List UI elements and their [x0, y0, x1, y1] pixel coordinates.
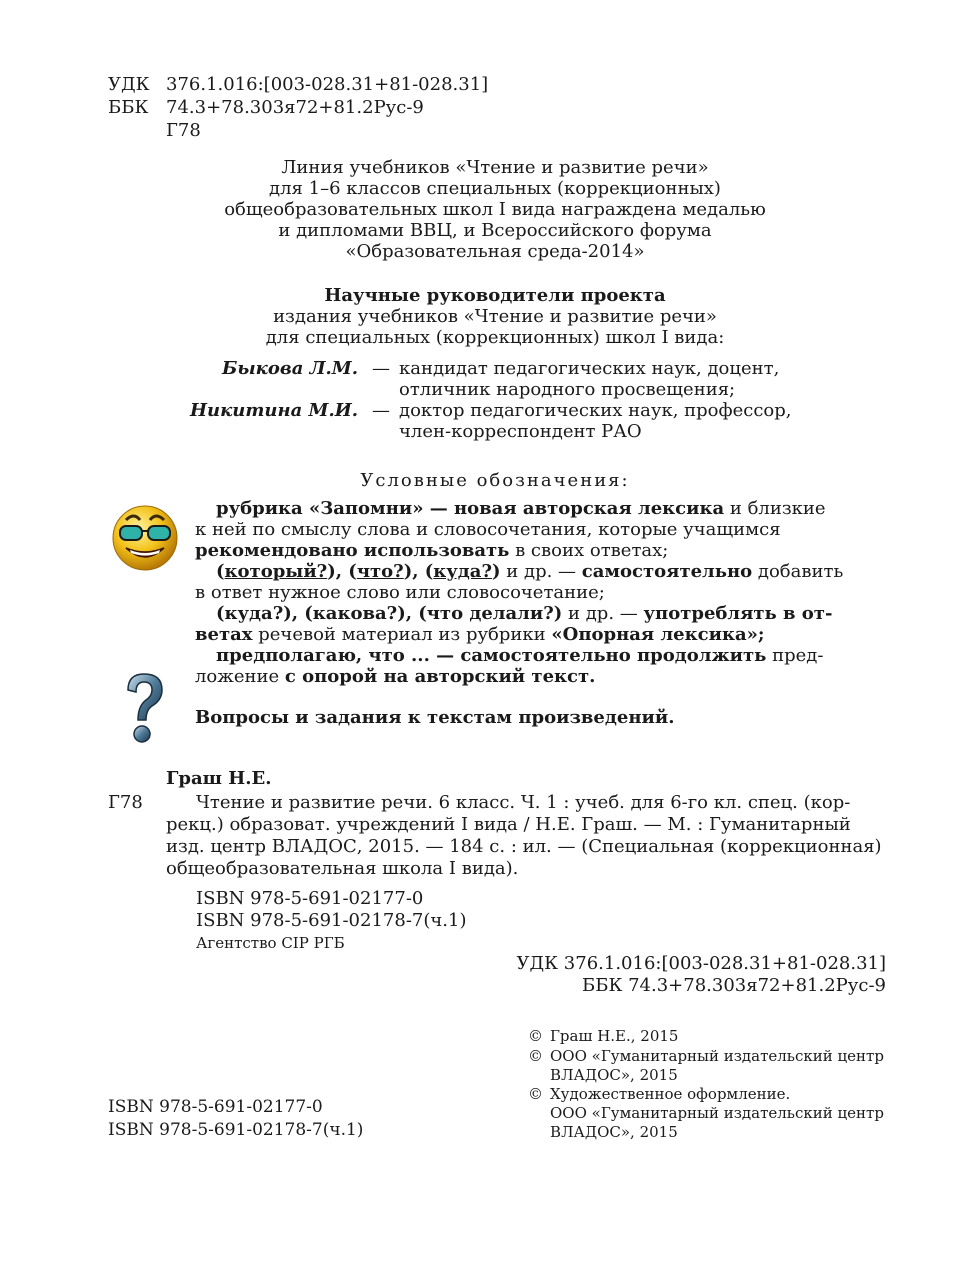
- copyright-symbol: ©: [528, 1027, 543, 1045]
- copyright-line: Граш Н.Е., 2015: [550, 1027, 679, 1045]
- catalog-line: Чтение и развитие речи. 6 класс. Ч. 1 : учеб. для 6-го кл. спец. (кор-: [196, 792, 851, 813]
- legend-bold: ), (: [403, 561, 434, 582]
- person-name: Быкова Л.М.: [221, 358, 358, 379]
- copyright-line: ООО «Гуманитарный издательский центр: [550, 1104, 884, 1122]
- legend-paragraph: [216, 603, 832, 624]
- legend-text: речевой материал из рубрики: [252, 624, 552, 645]
- legend-text: в ответ нужное слово или словосочетание;: [195, 582, 605, 603]
- legend-bold: самостоятельно: [581, 561, 753, 582]
- award-line: «Образовательная среда-2014»: [345, 241, 645, 262]
- person-desc: отличник народного просвещения;: [399, 379, 736, 400]
- legend-underlined: куда?: [433, 561, 493, 582]
- legend-paragraph: [195, 666, 595, 687]
- catalog-line: общеобразовательная школа I вида).: [166, 858, 519, 879]
- legend-bold: употреблять в от-: [643, 603, 833, 624]
- legend-paragraph: [216, 645, 823, 666]
- supervisors-block: [150, 285, 840, 348]
- legend-paragraph: [195, 540, 668, 561]
- questions-legend: Вопросы и задания к текстам произведений.: [195, 707, 675, 728]
- legend-bold: «Опорная лексика»;: [551, 624, 765, 645]
- legend-text: в своих ответах;: [509, 540, 669, 561]
- copyright-symbol: ©: [528, 1047, 543, 1065]
- legend-paragraph: [195, 624, 765, 645]
- footer-isbn: ISBN 978-5-691-02177-0: [108, 1097, 323, 1117]
- supervisors-subtitle: издания учебников «Чтение и развитие речи»: [273, 306, 717, 327]
- legend-paragraph: [216, 498, 826, 519]
- legend-bold: предполагаю, что ... — самостоятельно продолжить: [216, 645, 767, 666]
- copyright-symbol: ©: [528, 1085, 543, 1103]
- person-dash: —: [372, 358, 390, 379]
- person-desc: член-корреспондент РАО: [399, 421, 642, 442]
- legend-bold: рубрика «Запомни» — новая авторская лексика: [216, 498, 725, 519]
- legend-text: добавить: [752, 561, 844, 582]
- legend-title: Условные обозначения:: [360, 470, 630, 491]
- catalog-isbn: ISBN 978-5-691-02178-7(ч.1): [196, 910, 467, 931]
- bbk-label: ББК: [108, 97, 149, 118]
- copyright-line: Художественное оформление.: [550, 1085, 791, 1103]
- legend-bold: (: [216, 561, 225, 582]
- award-block: [150, 157, 840, 262]
- catalog-bbk: ББК 74.3+78.303я72+81.2Рус-9: [582, 975, 886, 996]
- supervisors-subtitle: для специальных (коррекционных) школ I вида:: [265, 327, 725, 348]
- bbk-value: 74.3+78.303я72+81.2Рус-9: [166, 97, 424, 118]
- legend-bold: ветах: [195, 624, 253, 645]
- catalog-line: рекц.) образоват. учреждений I вида / Н.Е. Граш. — М. : Гуманитарный: [166, 814, 851, 835]
- legend-underlined: который?: [224, 561, 328, 582]
- legend-text: ложение: [195, 666, 285, 687]
- author-code: Г78: [166, 120, 201, 141]
- smiley-sunglasses-icon: [108, 498, 182, 572]
- legend-bold: ), (: [327, 561, 357, 582]
- copyright-line: ВЛАДОС», 2015: [550, 1066, 678, 1084]
- copyright-line: ВЛАДОС», 2015: [550, 1123, 678, 1141]
- catalog-code: Г78: [108, 792, 143, 813]
- supervisors-title: Научные руководители проекта: [324, 285, 666, 306]
- question-mark-icon: [120, 670, 168, 750]
- legend-text: пред-: [766, 645, 824, 666]
- legend-text: и др. —: [562, 603, 644, 624]
- catalog-udk: УДК 376.1.016:[003-028.31+81-028.31]: [516, 953, 886, 974]
- legend-text: и близкие: [724, 498, 826, 519]
- udk-label: УДК: [108, 74, 150, 95]
- catalog-agency: Агентство CIP РГБ: [196, 934, 345, 952]
- award-line: для 1–6 классов специальных (коррекционных): [269, 178, 721, 199]
- udk-value: 376.1.016:[003-028.31+81-028.31]: [166, 74, 489, 95]
- legend-underlined: что?: [356, 561, 404, 582]
- catalog-isbn: ISBN 978-5-691-02177-0: [196, 888, 424, 909]
- award-line: Линия учебников «Чтение и развитие речи»: [281, 157, 709, 178]
- person-name: Никитина М.И.: [189, 400, 358, 421]
- legend-text: и др. —: [500, 561, 582, 582]
- copyright-line: ООО «Гуманитарный издательский центр: [550, 1047, 884, 1065]
- award-line: общеобразовательных школ I вида награждена медалью: [224, 199, 766, 220]
- award-line: и дипломами ВВЦ, и Всероссийского форума: [278, 220, 712, 241]
- legend-bold: (куда?), (какова?), (что делали?): [216, 603, 563, 624]
- legend-bold: с опорой на авторский текст.: [284, 666, 596, 687]
- person-dash: —: [372, 400, 390, 421]
- legend-paragraph: [216, 561, 843, 582]
- catalog-author: Граш Н.Е.: [166, 768, 272, 789]
- catalog-line: изд. центр ВЛАДОС, 2015. — 184 с. : ил. — (Специальная (коррекционная): [166, 836, 882, 857]
- footer-isbn: ISBN 978-5-691-02178-7(ч.1): [108, 1120, 364, 1140]
- person-desc: кандидат педагогических наук, доцент,: [399, 358, 780, 379]
- legend-text: к ней по смыслу слова и словосочетания, которые учащимся: [195, 519, 781, 540]
- legend-bold: рекомендовано использовать: [195, 540, 510, 561]
- legend-bold: ): [492, 561, 501, 582]
- person-desc: доктор педагогических наук, профессор,: [399, 400, 792, 421]
